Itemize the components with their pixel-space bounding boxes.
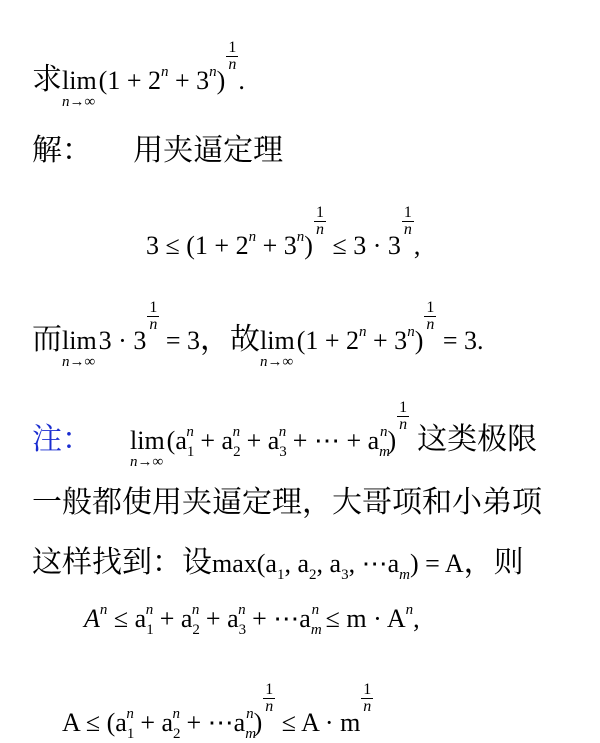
- problem-line: [32, 39, 245, 110]
- problem-formula: lim n→∞ $(1 + 2^n + 3^n)$ $\frac{1}{n}$ .: [62, 39, 245, 110]
- note-text-end: 这类极限: [417, 422, 538, 457]
- problem-label: 求: [32, 62, 62, 97]
- squeeze-inequality: $3 \le (1 + 2^n + 3^n)$ $\frac{1}{n}$ ≤ 3 · 3 $\frac{1}{n}$ ,: [146, 204, 421, 260]
- paragraph-line-2: 这样找到：设$\max(a_1$, $a_2$, $a_3$, $\cdots a_m) = A$，则: [32, 545, 524, 583]
- note-line: [32, 399, 538, 470]
- limits-line: 而lim n→∞ 3 · 3 $\frac{1}{n}$ = 3，故lim n→∞ $(1 + 2^n + 3^n)$ $\frac{1}{n}$ = 3.: [32, 299, 484, 370]
- gu-word: ，故: [200, 322, 261, 357]
- note-label: 注：: [32, 422, 92, 457]
- solution-method: 用夹逼定理: [133, 133, 284, 168]
- solution-label: 解：: [32, 133, 92, 168]
- bound-inequality: $A^n \le a_1^n + a_2^n + a_3^n$ + $\cdots a_m^n \le m \cdot A^n$,: [84, 602, 420, 638]
- root-inequality: $A \le (a_1^n + a_2^n$ + $\cdots a_m^n$) $\frac{1}{n}$ ≤ A · m $\frac{1}{n}$: [62, 681, 372, 742]
- er-word: 而: [32, 322, 62, 357]
- note-formula: lim n→∞ ($a_1^n + a_2^n + a_3^n$ + ⋯ + $a_m^n$) $\frac{1}{n}$: [130, 399, 408, 470]
- paragraph-line-1: 一般都使用夹逼定理，大哥项和小弟项: [32, 485, 542, 520]
- solution-line: [32, 125, 283, 169]
